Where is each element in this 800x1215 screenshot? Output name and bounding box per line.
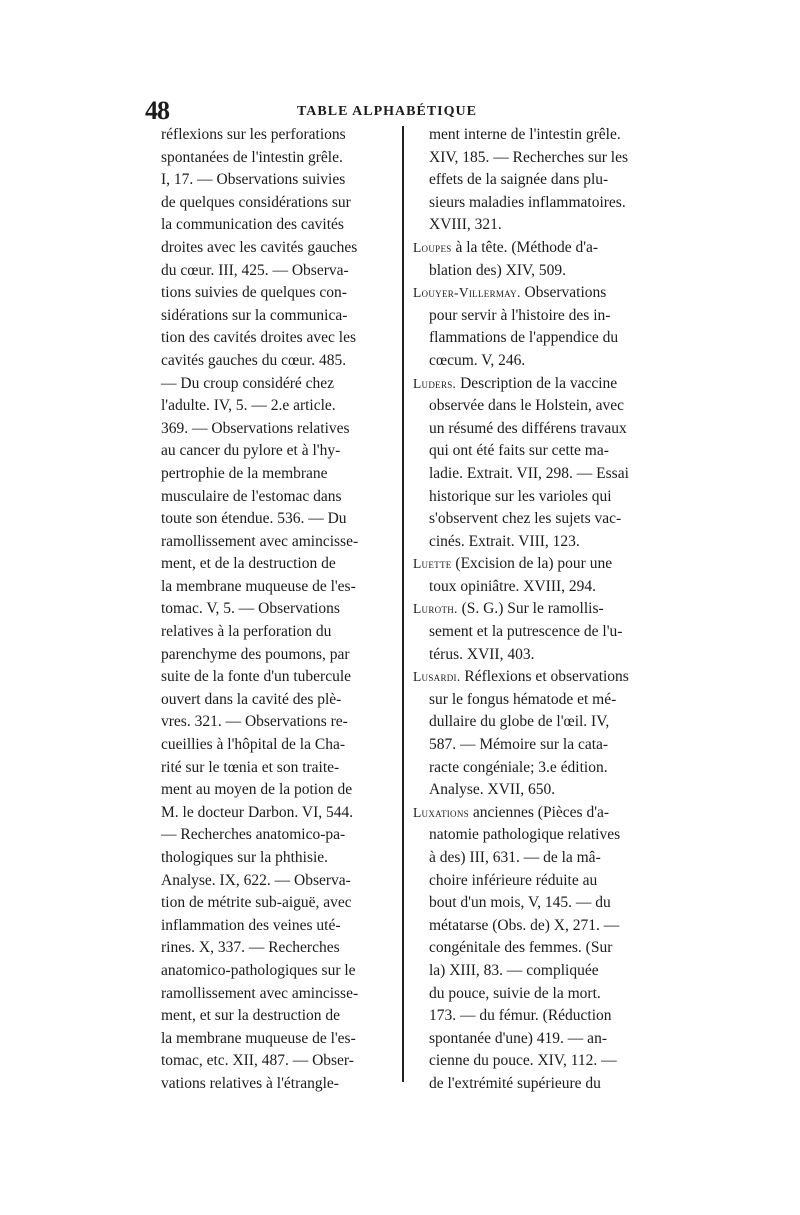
text-line bbox=[413, 621, 663, 644]
text-line: vations relatives à l'étrangle- bbox=[161, 1074, 339, 1092]
text-line bbox=[413, 915, 663, 938]
page-header bbox=[145, 96, 665, 126]
text-line: tomac. V, 5. — Observations bbox=[161, 600, 340, 618]
entry-text: XIV, 185. — Recherches sur les bbox=[429, 148, 629, 166]
text-line bbox=[413, 169, 663, 192]
text-line: réflexions sur les perforations bbox=[161, 126, 346, 143]
text-line bbox=[413, 1050, 663, 1073]
text-line bbox=[413, 870, 663, 893]
text-line bbox=[413, 214, 663, 237]
text-line: sidérations sur la communica- bbox=[161, 306, 348, 324]
text-line bbox=[413, 508, 663, 531]
entry-text: toux opiniâtre. XVIII, 294. bbox=[429, 577, 597, 595]
running-head: TABLE ALPHABÉTIQUE bbox=[297, 104, 477, 119]
text-line: rines. X, 337. — Recherches bbox=[161, 939, 340, 957]
text-line bbox=[413, 734, 663, 757]
entry-text: natomie pathologique relatives bbox=[429, 826, 621, 844]
entry-text: sur le fongus hématode et mé- bbox=[429, 690, 617, 708]
text-line: toute son étendue. 536. — Du bbox=[161, 510, 347, 528]
text-line bbox=[413, 1028, 663, 1051]
right-column bbox=[413, 124, 663, 1096]
text-line bbox=[413, 960, 663, 983]
text-line: tion des cavités droites avec les bbox=[161, 329, 356, 347]
entry-text: (Excision de la) pour une bbox=[451, 555, 613, 573]
entry-text: blation des) XIV, 509. bbox=[429, 261, 567, 279]
text-line: — Recherches anatomico-pa- bbox=[161, 826, 346, 844]
entry-headword: Lusardi. bbox=[413, 669, 461, 685]
text-line: ramollissement avec amincisse- bbox=[161, 984, 359, 1002]
text-line bbox=[413, 711, 663, 734]
text-line bbox=[413, 463, 663, 486]
text-line: Analyse. IX, 622. — Observa- bbox=[161, 871, 351, 889]
entry-text: cœcum. V, 246. bbox=[429, 351, 526, 369]
text-line: tomac, etc. XII, 487. — Obser- bbox=[161, 1052, 354, 1070]
entry-text: XVIII, 321. bbox=[429, 216, 502, 234]
entry-text: choire inférieure réduite au bbox=[429, 871, 598, 889]
entry-text: spontanée d'une) 419. — an- bbox=[429, 1029, 607, 1047]
entry-text: qui ont été faits sur cette ma- bbox=[429, 442, 609, 460]
entry-headword: Luxations bbox=[413, 804, 469, 820]
entry-text: la) XIII, 83. — compliquée bbox=[429, 961, 599, 979]
entry-text: ladie. Extrait. VII, 298. — Essai bbox=[429, 464, 629, 482]
entry-text: bout d'un mois, V, 145. — du bbox=[429, 894, 611, 912]
text-line: la communication des cavités bbox=[161, 216, 344, 234]
text-line bbox=[413, 983, 663, 1006]
text-line: la membrane muqueuse de l'es- bbox=[161, 577, 356, 595]
entry-text: 587. — Mémoire sur la cata- bbox=[429, 736, 609, 754]
entry-headword: Luroth. bbox=[413, 601, 458, 617]
text-line: suite de la fonte d'un tubercule bbox=[161, 668, 352, 686]
text-line bbox=[413, 576, 663, 599]
text-line: au cancer du pylore et à l'hy- bbox=[161, 442, 341, 460]
entry-text: racte congéniale; 3.e édition. bbox=[429, 758, 608, 776]
text-line: ouvert dans la cavité des plè- bbox=[161, 690, 342, 708]
text-line: la membrane muqueuse de l'es- bbox=[161, 1029, 356, 1047]
text-line: ment au moyen de la potion de bbox=[161, 781, 353, 799]
entry-headword: Luette bbox=[413, 556, 452, 572]
text-line: tions suivies de quelques con- bbox=[161, 284, 347, 302]
text-line bbox=[413, 779, 663, 802]
entry-text: du pouce, suivie de la mort. bbox=[429, 984, 601, 1002]
entry-line bbox=[413, 666, 663, 689]
text-line: l'adulte. IV, 5. — 2.e article. bbox=[161, 397, 336, 415]
entry-text: cienne du pouce. XIV, 112. — bbox=[429, 1052, 617, 1070]
entry-line bbox=[413, 237, 663, 260]
left-column bbox=[145, 124, 397, 1096]
text-line: ramollissement avec amincisse- bbox=[161, 532, 359, 550]
entry-line bbox=[413, 598, 663, 621]
text-line: relatives à la perforation du bbox=[161, 623, 332, 641]
text-line: I, 17. — Observations suivies bbox=[161, 171, 346, 189]
text-line bbox=[413, 644, 663, 667]
entry-line bbox=[413, 282, 663, 305]
entry-text: ment interne de l'intestin grêle. bbox=[429, 126, 621, 143]
entry-text: de l'extrémité supérieure du bbox=[429, 1074, 601, 1092]
text-line bbox=[413, 937, 663, 960]
text-line: ment, et de la destruction de bbox=[161, 555, 336, 573]
entry-line bbox=[413, 553, 663, 576]
entry-headword: Luders. bbox=[413, 375, 457, 391]
text-line bbox=[413, 350, 663, 373]
text-line: ment, et sur la destruction de bbox=[161, 1007, 341, 1025]
column-divider bbox=[402, 126, 404, 1082]
entry-text: sieurs maladies inflammatoires. bbox=[429, 193, 626, 211]
text-line bbox=[413, 418, 663, 441]
entry-text: sement et la putrescence de l'u- bbox=[429, 623, 623, 641]
text-line: spontanées de l'intestin grêle. bbox=[161, 148, 343, 166]
text-line: du cœur. III, 425. — Observa- bbox=[161, 261, 349, 279]
text-line: de quelques considérations sur bbox=[161, 193, 351, 211]
text-line bbox=[413, 440, 663, 463]
entry-text: Description de la vaccine bbox=[456, 374, 618, 392]
text-line bbox=[413, 1073, 663, 1096]
text-line: vres. 321. — Observations re- bbox=[161, 713, 348, 731]
entry-text: à des) III, 631. — de la mâ- bbox=[429, 849, 601, 866]
entry-headword: Loupes bbox=[413, 239, 452, 255]
text-line bbox=[413, 847, 663, 870]
text-line bbox=[413, 260, 663, 283]
entry-headword: Louyer-Villermay. bbox=[413, 285, 521, 301]
text-line: anatomico-pathologiques sur le bbox=[161, 961, 356, 979]
entry-text: congénitale des femmes. (Sur bbox=[429, 939, 613, 957]
text-line bbox=[413, 1005, 663, 1028]
entry-text: effets de la saignée dans plu- bbox=[429, 171, 609, 189]
entry-line bbox=[413, 373, 663, 396]
text-line bbox=[413, 892, 663, 915]
entry-text: (S. G.) Sur le ramollis- bbox=[457, 600, 604, 618]
entry-text: Observations bbox=[520, 284, 607, 302]
text-line: tion de métrite sub-aiguë, avec bbox=[161, 894, 352, 912]
text-line: inflammation des veines uté- bbox=[161, 916, 341, 934]
entry-text: un résumé des différens travaux bbox=[429, 419, 627, 437]
text-line bbox=[413, 327, 663, 350]
text-line: — Du croup considéré chez bbox=[161, 374, 335, 392]
entry-text: térus. XVII, 403. bbox=[429, 645, 535, 663]
page-number: 48 bbox=[145, 96, 169, 125]
entry-text: s'observent chez les sujets vac- bbox=[429, 510, 622, 528]
entry-text: dullaire du globe de l'œil. IV, bbox=[429, 713, 610, 731]
entry-text: Réflexions et observations bbox=[460, 668, 629, 686]
entry-text: métatarse (Obs. de) X, 271. — bbox=[429, 916, 620, 934]
entry-text: flammations de l'appendice du bbox=[429, 329, 619, 347]
text-line: cavités gauches du cœur. 485. bbox=[161, 351, 347, 369]
entry-text: Analyse. XVII, 650. bbox=[429, 781, 556, 799]
entry-line bbox=[413, 802, 663, 825]
entry-text: pour servir à l'histoire des in- bbox=[429, 306, 611, 324]
text-line bbox=[413, 395, 663, 418]
entry-text: à la tête. (Méthode d'a- bbox=[451, 238, 599, 256]
text-line: cueillies à l'hôpital de la Cha- bbox=[161, 736, 345, 754]
text-line: parenchyme des poumons, par bbox=[161, 645, 350, 663]
entry-text: 173. — du fémur. (Réduction bbox=[429, 1007, 612, 1025]
text-line: musculaire de l'estomac dans bbox=[161, 487, 342, 505]
text-line: 369. — Observations relatives bbox=[161, 419, 350, 437]
text-line: pertrophie de la membrane bbox=[161, 464, 328, 482]
entry-text: observée dans le Holstein, avec bbox=[429, 397, 624, 415]
text-line: M. le docteur Darbon. VI, 544. bbox=[161, 803, 354, 821]
text-line bbox=[413, 689, 663, 712]
text-line: droites avec les cavités gauches bbox=[161, 238, 358, 256]
text-line bbox=[413, 824, 663, 847]
entry-text: cinés. Extrait. VIII, 123. bbox=[429, 532, 580, 550]
text-line bbox=[413, 305, 663, 328]
text-line bbox=[413, 531, 663, 554]
entry-text: anciennes (Pièces d'a- bbox=[468, 803, 610, 821]
text-line bbox=[413, 757, 663, 780]
text-line: thologiques sur la phthisie. bbox=[161, 849, 329, 866]
entry-text: historique sur les varioles qui bbox=[429, 487, 612, 505]
text-line bbox=[413, 147, 663, 170]
text-line: rité sur le tœnia et son traite- bbox=[161, 758, 340, 776]
text-line bbox=[413, 124, 663, 147]
text-line bbox=[413, 192, 663, 215]
text-line bbox=[413, 486, 663, 509]
